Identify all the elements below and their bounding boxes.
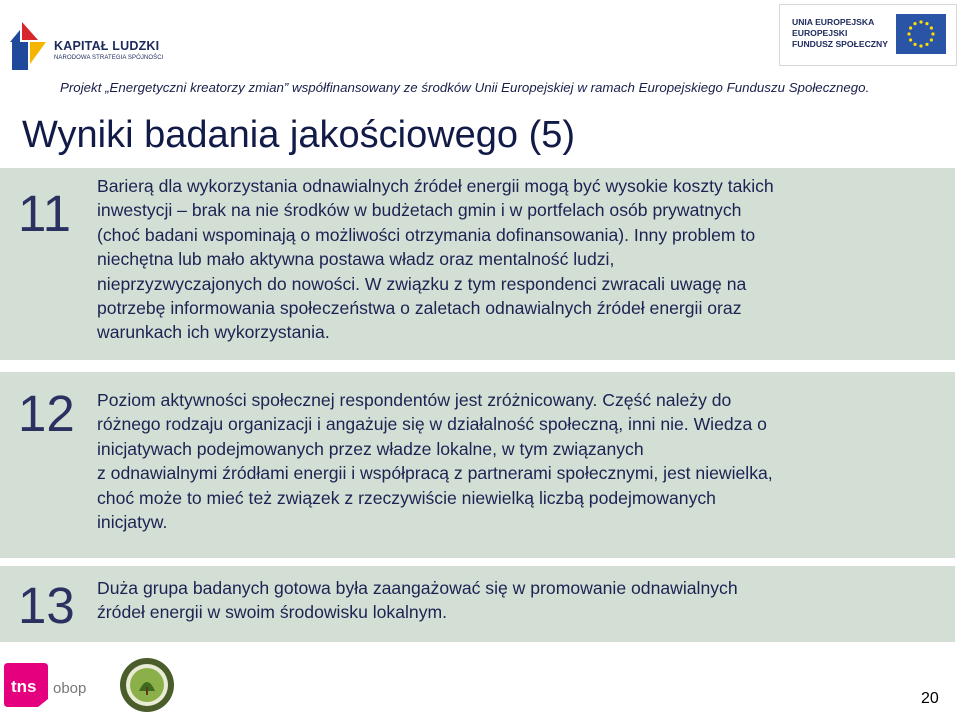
item-box-11 (0, 168, 955, 360)
eu-star-icon (930, 26, 933, 29)
eu-star-icon (913, 43, 916, 46)
text-line: inicjatywach podejmowanych przez władze lokalne, w tym związanych (97, 438, 644, 459)
eu-logo-line1: UNIA EUROPEJSKA (792, 17, 875, 27)
eu-star-icon (931, 32, 934, 35)
item-text (97, 388, 897, 534)
project-line: Projekt „Energetyczni kreatorzy zmian” współfinansowany ze środków Unii Europejskiej w ramach Europejskiego Funduszu Społecznego. (60, 80, 870, 95)
item-text (97, 174, 897, 345)
page-title: Wyniki badania jakościowego (5) (22, 114, 576, 156)
eu-logo (779, 4, 957, 66)
kapital-ludzki-logo-icon (8, 20, 50, 72)
eu-star-icon (919, 20, 922, 23)
text-line: inicjatyw. (97, 512, 168, 533)
eu-star-icon (925, 22, 928, 25)
obop-label: obop (53, 680, 87, 697)
tns-logo-icon (2, 661, 50, 709)
tns-label: tns (11, 677, 37, 696)
kapital-ludzki-title: KAPITAŁ LUDZKI (54, 39, 160, 53)
eu-star-icon (907, 32, 910, 35)
text-line: Duża grupa badanych gotowa była zaangażować się w promowanie odnawialnych (97, 578, 738, 598)
text-line: źródeł energii w swoim środowisku lokalnym. (97, 602, 448, 623)
eu-logo-text (792, 17, 888, 50)
text-line: (choć badani wspominają o możliwości otrzymania dofinansowania). Inny problem to (97, 224, 756, 245)
text-line: nieprzyzwyczajonych do nowości. W związku z tym respondenci zwracali uwagę na (97, 273, 747, 294)
text-line: niechętna lub mało aktywna postawa władz oraz mentalność ludzi, (97, 249, 615, 270)
eu-star-icon (925, 43, 928, 46)
eu-flag-icon (896, 14, 946, 54)
eu-star-icon (919, 44, 922, 47)
eu-star-icon (930, 38, 933, 41)
text-line: Barierą dla wykorzystania odnawialnych źródeł energii mogą być wysokie koszty takich (97, 176, 774, 196)
eu-star-icon (909, 26, 912, 29)
text-line: potrzebę informowania społeczeństwa o zaletach odnawialnych źródeł energii oraz (97, 298, 742, 319)
eu-logo-line2: EUROPEJSKI (792, 28, 848, 38)
item-number: 11 (18, 185, 71, 242)
page-number: 20 (921, 690, 939, 707)
text-line: różnego rodzaju organizacji i angażuje się w działalność społeczną, inni nie. Wiedza o (97, 414, 767, 435)
kapital-ludzki-subtitle: NARODOWA STRATEGIA SPÓJNOŚCI (54, 55, 164, 61)
item-number: 13 (18, 577, 75, 634)
eu-logo-line3: FUNDUSZ SPOŁECZNY (792, 39, 888, 49)
eu-star-icon (913, 22, 916, 25)
item-text (97, 576, 897, 625)
text-line: z odnawialnymi źródłami energii i współpracą z partnerami społecznymi, jest niewielka, (97, 463, 773, 484)
item-box-12 (0, 372, 955, 558)
item-box-13 (0, 566, 955, 642)
item-number: 12 (18, 385, 75, 442)
eu-star-icon (909, 38, 912, 41)
text-line: choć może to mieć też związek z rzeczywiście niewielką liczbą podejmowanych (97, 487, 716, 508)
text-line: warunkach ich wykorzystania. (97, 322, 330, 343)
kapital-ludzki-logo (8, 20, 168, 72)
text-line: inwestycji – brak na nie środków w budżetach gmin i w portfelach osób prywatnych (97, 200, 742, 221)
text-line: Poziom aktywności społecznej respondentów jest zróżnicowany. Część należy do (97, 390, 732, 410)
seal-icon (119, 657, 175, 713)
